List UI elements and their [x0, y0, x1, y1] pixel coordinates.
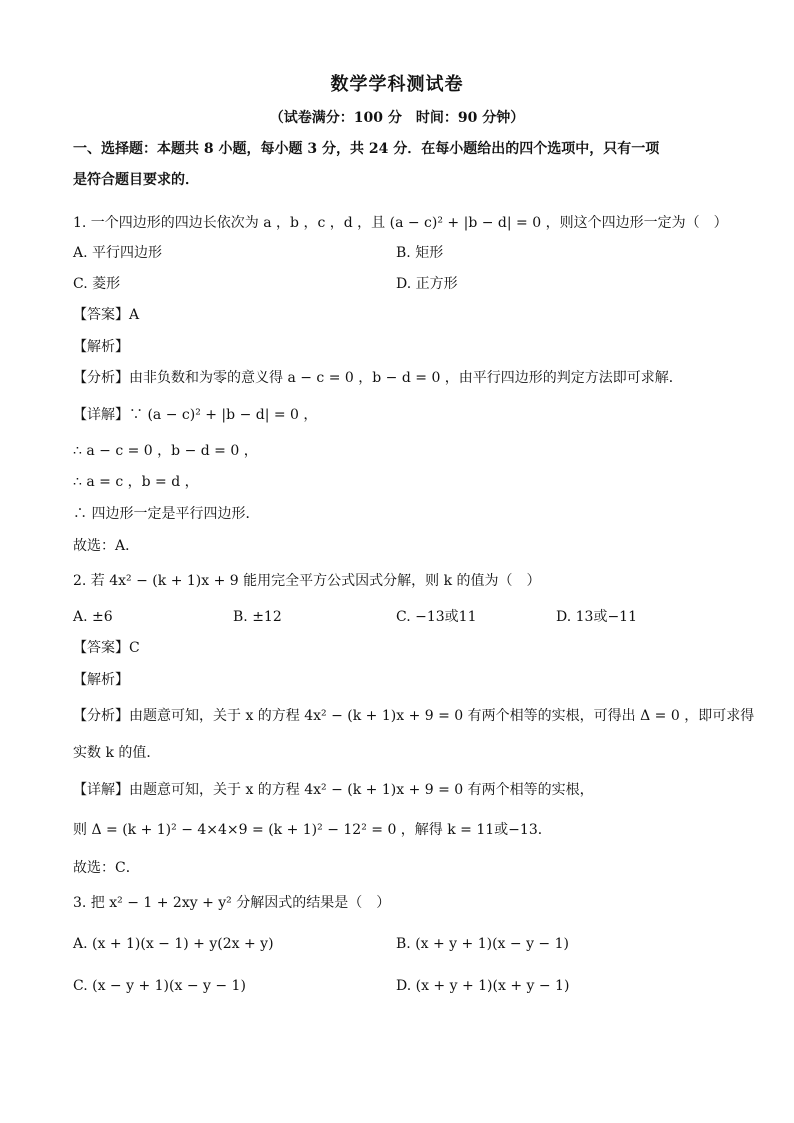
question-1-option-c: C. 菱形 [73, 276, 121, 292]
question-2-stem: 2. 若 4x² − (k + 1)x + 9 能用完全平方公式因式分解，则 k 的值为（ ） [73, 573, 541, 589]
question-1-option-d: D. 正方形 [396, 276, 458, 292]
question-2-option-d: D. 13或−11 [556, 609, 637, 625]
question-2-option-a: A. ±6 [73, 609, 113, 625]
question-2-analysis-label: 【解析】 [73, 672, 129, 688]
question-1-answer: 【答案】A [73, 307, 140, 323]
question-1-step-2: ∴ a = c ，b = d ， [73, 474, 199, 490]
question-2-fenxi-line-2: 实数 k 的值． [73, 745, 161, 761]
question-2-option-b: B. ±12 [233, 609, 282, 625]
section-heading-line-2: 是符合题目要求的． [73, 172, 199, 188]
question-1-xiangjie: 【详解】∵ (a − c)² + |b − d| = 0 ， [73, 407, 318, 423]
question-2-option-c: C. −13或11 [396, 609, 477, 625]
exam-info: （试卷满分：100 分 时间：90 分钟） [269, 110, 525, 126]
section-heading-line-1: 一、选择题：本题共 8 小题，每小题 3 分，共 24 分．在每小题给出的四个选项中，只有一项 [73, 141, 660, 157]
question-1-option-a: A. 平行四边形 [73, 245, 163, 261]
question-2-fenxi-line-1: 【分析】由题意可知，关于 x 的方程 4x² − (k + 1)x + 9 = 0 有两个相等的实根，可得出 Δ = 0 ，即可求得 [73, 708, 755, 724]
question-2-answer: 【答案】C [73, 640, 140, 656]
question-1-analysis-label: 【解析】 [73, 339, 129, 355]
question-3-option-b: B. (x + y + 1)(x − y − 1) [396, 936, 569, 952]
question-2-xiangjie: 【详解】由题意可知，关于 x 的方程 4x² − (k + 1)x + 9 = 0 有两个相等的实根， [73, 782, 594, 798]
question-2-step-1: 则 Δ = (k + 1)² − 4×4×9 = (k + 1)² − 12² = 0 ，解得 k = 11或−13． [73, 822, 552, 838]
question-3-stem: 3. 把 x² − 1 + 2xy + y² 分解因式的结果是（ ） [73, 895, 391, 911]
question-1-fenxi: 【分析】由非负数和为零的意义得 a − c = 0 ，b − d = 0 ，由平行四边形的判定方法即可求解． [73, 370, 683, 386]
page-title: 数学学科测试卷 [330, 74, 464, 95]
question-1-step-1: ∴ a − c = 0 ，b − d = 0 ， [73, 443, 258, 459]
question-1-option-b: B. 矩形 [396, 245, 444, 261]
question-1-step-3: ∴ 四边形一定是平行四边形． [73, 506, 260, 522]
question-3-option-a: A. (x + 1)(x − 1) + y(2x + y) [73, 936, 274, 952]
question-1-choose: 故选：A． [73, 538, 140, 554]
question-3-option-d: D. (x + y + 1)(x + y − 1) [396, 978, 570, 994]
question-1-stem: 1. 一个四边形的四边长依次为 a ，b ，c ，d ，且 (a − c)² + |b − d| = 0 ，则这个四边形一定为（ ） [73, 215, 728, 231]
question-2-choose: 故选：C． [73, 860, 140, 876]
question-3-option-c: C. (x − y + 1)(x − y − 1) [73, 978, 246, 994]
